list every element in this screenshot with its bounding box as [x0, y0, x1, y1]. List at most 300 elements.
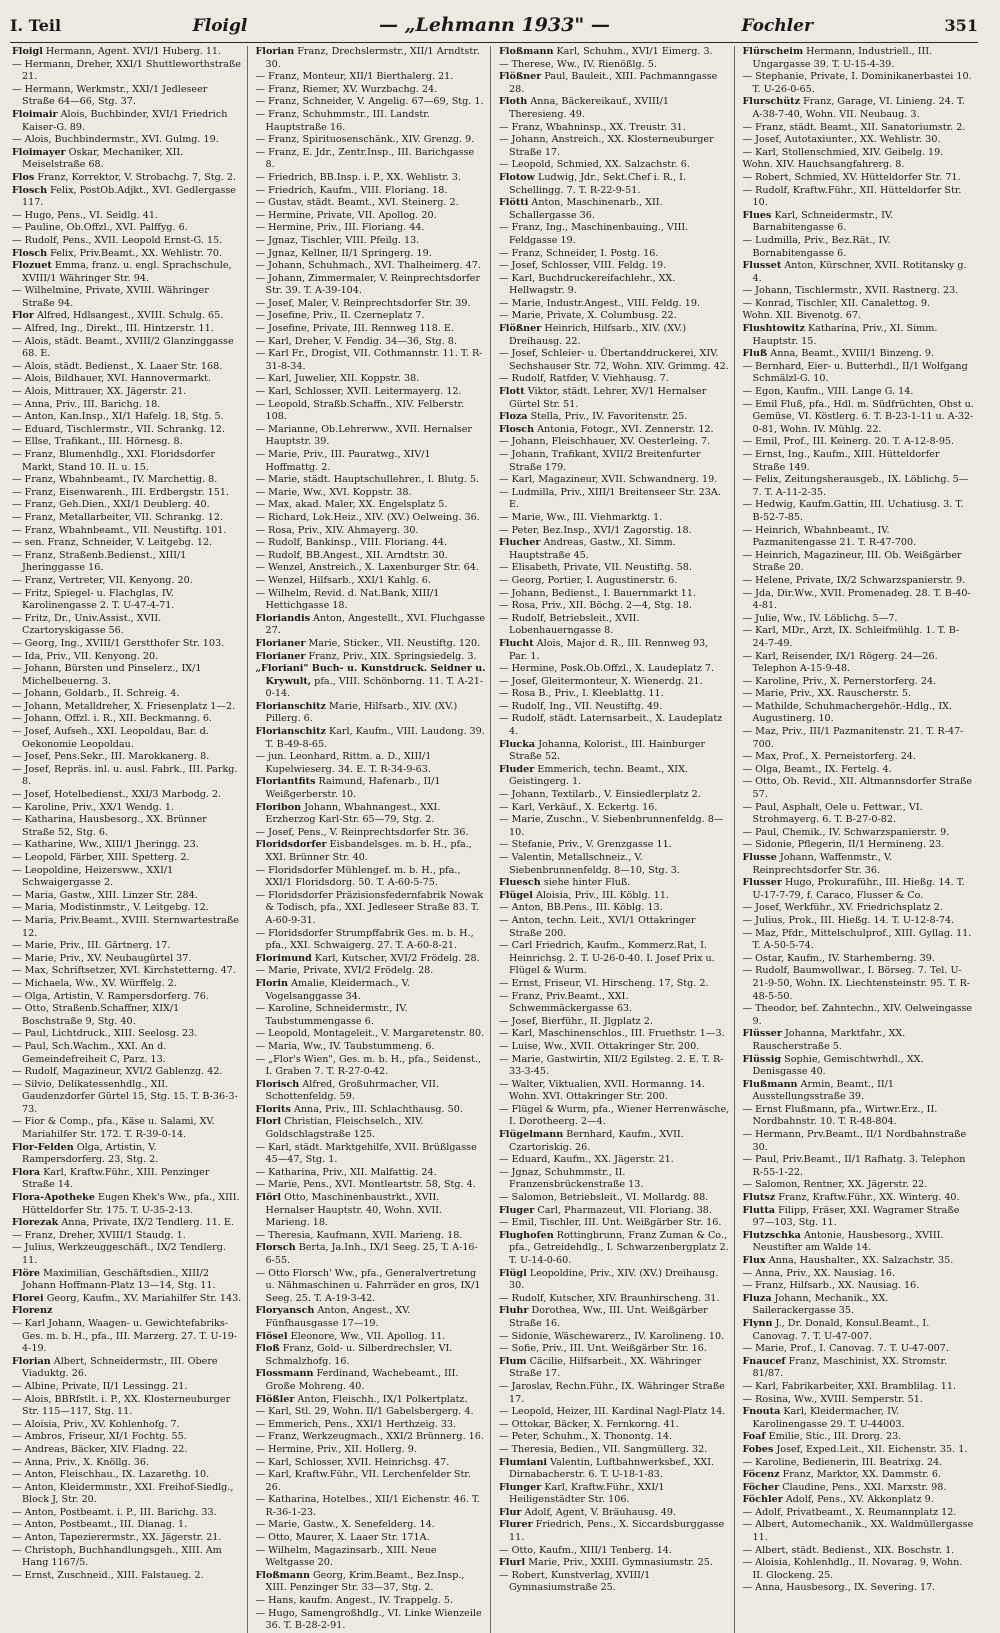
entry-text: siehe hinter Fluß.	[540, 877, 631, 889]
directory-entry	[499, 688, 730, 701]
entry-text: — Franz, Eisenwarenh., III. Erdbergstr. 151.	[12, 486, 230, 498]
entry-text: — Johann, Goldarb., II. Schreig. 4.	[12, 688, 180, 700]
entry-surname: Floridsdorfer	[255, 839, 327, 851]
entry-text: — Karl, Verkäuf., X. Eckertg. 16.	[499, 801, 658, 813]
entry-text: — Sofie, Priv., III. Unt. Weißgärber Str. 16.	[499, 1343, 707, 1355]
directory-entry	[12, 902, 243, 915]
directory-entry	[12, 1192, 243, 1217]
directory-entry	[499, 248, 730, 261]
directory-entry	[743, 928, 975, 953]
entry-text: — Franz, Schneider, I. Postg. 16.	[499, 247, 659, 259]
entry-text: Antonia, Fotogr., XVI. Zennerstr. 12.	[534, 423, 714, 435]
entry-text: — Alfred, Ing., Direkt., III. Hintzerstr. 11.	[12, 323, 214, 335]
entry-text: Johanna, Marktfahr., XX. Rauscherstraße 5.	[752, 1028, 906, 1052]
entry-text: — Rosa B., Priv., I. Kleeblattg. 11.	[499, 688, 664, 700]
directory-entry	[743, 159, 975, 172]
entry-text: — Anton, BB.Pens., III. Köblg. 13.	[499, 902, 663, 914]
directory-entry	[256, 1142, 487, 1167]
entry-text: — Franz, Ing., Maschinenbauing., VIII. Feldgasse 19.	[499, 222, 689, 246]
entry-text: Franz, Garage, VI. Linieng. 24. T. A-38-7-40, Wohn. VII. Neubaug. 3.	[752, 96, 965, 120]
entry-surname: Flügel	[499, 889, 533, 901]
directory-entry	[499, 449, 730, 474]
entry-text: Anton, Maschinenarb., XII. Schallergasse 36.	[509, 197, 663, 221]
directory-entry	[256, 109, 487, 134]
entry-text: — Friedrich, Kaufm., VIII. Floriang. 18.	[255, 184, 448, 196]
entry-text: — Jaroslav, Rechn.Führ., IX. Währinger Straße 17.	[499, 1380, 725, 1405]
entry-text: — Alois, Mittrauer, XX. Jägerstr. 21.	[12, 386, 187, 398]
entry-text: Karl, Kleidermacher, IV. Karolinengasse 29. T. U-44003.	[752, 1406, 905, 1430]
entry-text: Anton, Angestellt., XVI. Fluchgasse 27.	[265, 612, 486, 637]
directory-entry	[743, 688, 975, 701]
directory-entry	[12, 588, 243, 613]
directory-entry	[12, 323, 243, 336]
entry-text: — Marie, Private, XVI/2 Frödelg. 28.	[255, 965, 434, 977]
directory-entry	[256, 373, 487, 386]
entry-text: — Josef, Pens.Sekr., III. Marokkanerg. 8.	[12, 751, 210, 763]
entry-text: — Maria, Modistinmstr., V. Leitgebg. 12.	[12, 902, 209, 914]
entry-text: Marie, Hilfsarb., XIV. (XV.) Pillerg. 6.	[265, 700, 458, 725]
directory-entry	[12, 1482, 243, 1507]
entry-text: — Otto Florsch' Ww., pfa., Generalvertretung u. Nähmaschinen u. Fahrräder en gros, IX/1 Seeg. 25. T. A-19-3-42.	[255, 1267, 481, 1304]
entry-text: — Therese, Ww., IV. Rienößlg. 5.	[499, 58, 657, 70]
directory-entry	[743, 1293, 975, 1318]
directory-entry	[256, 512, 487, 525]
entry-surname: Florian	[12, 1355, 51, 1367]
directory-entry	[743, 361, 975, 386]
entry-text: — Anton, Tapezierermstr., XX. Jägerstr. 21.	[12, 1532, 222, 1544]
entry-text: — Walter, Viktualien, XVII. Hormanng. 14. Wohn. XVI. Ottakringer Str. 200.	[499, 1078, 705, 1103]
entry-text: — Johann, Bedienst., I. Bauernmarkt 11.	[499, 587, 696, 599]
entry-text: — Floridsdorfer Mühlengef. m. b. H., pfa., XXI/1 Floridsdorg. 50. T. A-60-5-75.	[255, 864, 461, 889]
directory-entry	[499, 1079, 730, 1104]
directory-entry	[256, 1519, 487, 1532]
directory-entry	[743, 1179, 975, 1192]
directory-entry	[12, 436, 243, 449]
directory-entry	[499, 613, 730, 638]
entry-surname: Floßmann	[499, 46, 554, 57]
directory-entry	[12, 1230, 243, 1243]
directory-entry	[499, 1154, 730, 1167]
directory-entry	[743, 751, 975, 764]
entry-surname: Flunger	[499, 1481, 542, 1493]
directory-entry	[499, 1205, 730, 1218]
entry-surname: Flosch	[499, 423, 535, 435]
entry-text: — Ernst, Friseur, VI. Hirscheng. 17, Stg. 2.	[499, 977, 709, 989]
entry-text: — Karl, Magazineur, XVII. Schwandnerg. 19.	[499, 474, 718, 486]
entry-text: — Hermann, Prv.Beamt., II/1 Nordbahnstraße 30.	[742, 1129, 967, 1153]
entry-text: — Ernst, Ing., Kaufm., XIII. Hütteldorfer Straße 149.	[742, 449, 940, 473]
entry-text: — Friedrich, BB.Insp. i. P., XX. Wehlistr. 3.	[255, 171, 462, 183]
entry-text: — Franz, Metallarbeiter, VII. Schrankg. 12.	[12, 511, 224, 523]
entry-text: — Wilhelm, Magazinsarb., XIII. Neue Weltgasse 20.	[255, 1544, 437, 1569]
entry-text: Franz, Drechslermstr., XII/1 Arndtstr. 30.	[265, 46, 480, 70]
entry-text: — Rudolf, Baumwollwar., I. Börseg. 7. Tel. U-21-9-50, Wohn. IX. Liechtensteinstr. 95. T. R-48-5-50.	[742, 965, 971, 1002]
directory-entry	[256, 96, 487, 109]
entry-text: — Josef, Aufseh., XXI. Leopoldau, Bar. d. Oekonomie Leopoldau.	[12, 726, 209, 750]
entry-text: — Albine, Private, II/1 Lessingg. 21.	[12, 1380, 188, 1392]
directory-entry	[499, 96, 730, 121]
entry-text: — Anton, Kleidermmstr., XXI. Freihof-Siedlg., Block J, Str. 20.	[12, 1481, 234, 1506]
directory-entry	[499, 1293, 730, 1306]
directory-entry	[499, 600, 730, 613]
entry-text: — Karl, Juwelier, XII. Koppstr. 38.	[255, 373, 420, 385]
entry-text: — Silvio, Delikatessenhdlg., XII. Gaudenzdorfer Gürtel 15, Stg. 15. T. B-36-3-73.	[12, 1078, 238, 1115]
directory-entry	[499, 1356, 730, 1381]
directory-entry	[256, 147, 487, 172]
directory-entry	[12, 701, 243, 714]
entry-text: — Josef, Werkführ., XV. Friedrichsplatz 2.	[742, 902, 943, 914]
entry-surname: Flux	[742, 1255, 766, 1266]
entry-text: — Karl, Stollenschmied, XIV. Geibelg. 19.	[742, 146, 944, 158]
entry-text: — Johann, Tischlermstr., XVII. Rastnerg. 23.	[742, 285, 959, 297]
directory-entry	[256, 235, 487, 248]
directory-entry	[256, 1054, 487, 1079]
directory-entry	[12, 185, 243, 210]
directory-entry	[256, 1230, 487, 1243]
directory-entry	[256, 449, 487, 474]
directory-entry	[499, 71, 730, 96]
directory-entry	[499, 46, 730, 59]
directory-entry	[12, 1142, 243, 1167]
entry-text: — Josef, Pens., V. Reinprechtsdorfer Str. 36.	[255, 826, 469, 838]
entry-surname: Flurl	[499, 1557, 526, 1569]
entry-text: Eleonore, Ww., VII. Apollog. 11.	[287, 1330, 446, 1342]
entry-text: — Ida, Priv., VII. Kenyong. 20.	[12, 650, 159, 662]
entry-surname: Floß	[255, 1343, 280, 1355]
directory-entry	[499, 1570, 730, 1595]
entry-surname: Flörl	[255, 1192, 282, 1204]
entry-text: — Karl, Schlosser, XVII. Heinrichsg. 47.	[255, 1456, 450, 1468]
entry-text: Johann, Waffenmstr., V. Reinprechtsdorfer Str. 36.	[752, 852, 893, 876]
directory-entry	[499, 1268, 730, 1293]
entry-surname: Flürscheim	[742, 46, 804, 57]
entry-text: — Anton, Postbeamt. i. P., III. Barichg. 33.	[12, 1506, 217, 1518]
entry-text: — Josef, Gleitermonteur, X. Wienerdg. 21.	[499, 675, 703, 687]
directory-entry	[743, 802, 975, 827]
entry-surname: Florei	[12, 1292, 44, 1304]
entry-text: — Anna, Hausbesorg., IX. Severing. 17.	[742, 1582, 936, 1594]
directory-entry	[499, 260, 730, 273]
directory-entry	[12, 814, 243, 839]
entry-surname: Florezak	[12, 1217, 59, 1229]
entry-text: — Karl, Stl. 29, Wohn. II/1 Gabelsbergerg. 4.	[255, 1406, 474, 1418]
entry-text: Heinrich, Hilfsarb., XIV. (XV.) Dreihausg. 22.	[509, 323, 687, 347]
entry-surname: Floryansch	[255, 1305, 315, 1317]
directory-entry	[499, 1482, 730, 1507]
entry-text: Wohn. XII. Bivenotg. 67.	[742, 310, 861, 322]
directory-entry	[12, 537, 243, 550]
entry-text: — Franz, Vertreter, VII. Kenyong. 20.	[12, 574, 193, 586]
directory-entry	[743, 323, 975, 348]
entry-text: — Ernst Flußmann, pfa., Wirtwr.Erz., II. Nordbahnstr. 10. T. R-48-804.	[742, 1103, 938, 1128]
entry-text: — Helene, Private, IX/2 Schwarzspanierstr. 9.	[742, 574, 966, 586]
directory-entry	[256, 965, 487, 978]
entry-surname: Floribon	[255, 801, 302, 813]
entry-surname: Flossmann	[255, 1368, 314, 1380]
entry-text: — Felix, Zeitungsherausgeb., IX. Löblichg. 5—7. T. A-11-2-35.	[742, 474, 969, 498]
directory-entry	[743, 776, 975, 801]
directory-entry	[743, 134, 975, 147]
entry-text: — Olga, Artistin, V. Rampersdorferg. 76.	[12, 990, 209, 1002]
directory-entry	[12, 399, 243, 412]
entry-text: — Otto, Maurer, X. Laaer Str. 171A.	[255, 1532, 430, 1544]
directory-entry	[12, 336, 243, 361]
directory-entry	[256, 1192, 487, 1230]
directory-entry	[12, 764, 243, 789]
directory-entry	[256, 134, 487, 147]
entry-surname: Florl	[255, 1116, 282, 1128]
directory-entry	[256, 1079, 487, 1104]
entry-text: — Fior & Comp., pfa., Käse u. Salami, XV. Mariahilfer Str. 172. T. R-39-0-14.	[12, 1116, 215, 1141]
entry-text: Emilie, Stic., III. Drorg. 23.	[765, 1431, 902, 1443]
entry-text: — Maria, Gastw., XIII. Linzer Str. 284.	[12, 889, 198, 901]
entry-text: Friedrich, Pens., X. Siccardsburggasse 11.	[509, 1519, 725, 1544]
directory-entry	[12, 915, 243, 940]
entry-surname: Florianer	[255, 637, 306, 649]
directory-entry	[256, 1104, 487, 1117]
entry-surname: Föcenz	[742, 1469, 780, 1481]
entry-surname: Flosch	[12, 184, 48, 196]
entry-text: — Josefine, Private, III. Rennweg 118. E.	[255, 323, 454, 335]
entry-text: — Katharina, Priv., XII. Malfattig. 24.	[255, 1166, 437, 1178]
entry-text: — Marie, Priv., XX. Rauscherstr. 5.	[742, 688, 912, 700]
directory-entry	[12, 865, 243, 890]
directory-entry	[743, 348, 975, 361]
entry-text: Bernhard, Kaufm., XVII. Czartoriskig. 26.	[509, 1129, 684, 1153]
directory-entry	[12, 1217, 243, 1230]
entry-text: Claudine, Pens., XXI. Marxstr. 98.	[779, 1481, 947, 1493]
entry-text: — Hermann, Werkmstr., XXI/1 Jedleseer Straße 64—66, Stg. 37.	[12, 83, 208, 108]
entry-text: Eisbandelsges. m. b. H., pfa., XXI. Brünner Str. 40.	[265, 839, 472, 863]
entry-text: — Olga, Beamt., IX. Fertelg. 4.	[742, 763, 892, 775]
directory-entry	[743, 1545, 975, 1558]
entry-text: — Max, akad. Maler, XX. Engelsplatz 5.	[255, 499, 448, 511]
directory-entry	[256, 424, 487, 449]
entry-text: — Johann, Offzl. i. R., XII. Beckmanng. 6.	[12, 713, 213, 725]
directory-entry	[743, 260, 975, 285]
entry-text: — Fritz, Dr., Univ.Assist., XVII. Czartoryskigasse 56.	[12, 612, 162, 637]
entry-text: Karl, Kutscher, XVI/2 Frödelg. 28.	[311, 952, 480, 964]
entry-text: — Carl Friedrich, Kaufm., Kommerz.Rat, I. Heinrichsg. 2. T. U-26-0-40. I. Josef Prix u. Flügel & Wurm.	[499, 940, 715, 977]
entry-surname: Flötti	[499, 197, 529, 209]
entry-text: — Hermine, Private, VII. Apollog. 20.	[255, 209, 437, 221]
entry-surname: Flurschütz	[742, 96, 801, 108]
directory-entry	[499, 1104, 730, 1129]
directory-entry	[256, 386, 487, 399]
entry-text: Anna, Private, IX/2 Tendlerg. 11. E.	[58, 1217, 234, 1229]
directory-entry	[499, 1016, 730, 1029]
directory-entry	[743, 185, 975, 210]
entry-text: J., Dr. Donald, Konsul.Beamt., I. Canovag. 7. T. U-47-007.	[752, 1317, 930, 1342]
entry-text: — Jda, Dir.Ww., XVII. Promenadeg. 28. T. B-40-4-81.	[742, 587, 971, 612]
directory-entry	[256, 726, 487, 751]
directory-entry	[256, 197, 487, 210]
directory-entry	[499, 588, 730, 601]
directory-entry	[256, 651, 487, 664]
entry-text: Alois, Buchbinder, XVI/1 Friedrich Kaiser-G. 89.	[22, 108, 228, 133]
entry-text: Andreas, Gastw., XI. Simm. Hauptstraße 45.	[509, 537, 676, 561]
entry-text: Aloisia, Priv., III. Köblg. 11.	[532, 889, 669, 901]
directory-entry	[743, 1255, 975, 1268]
entry-surname: Flutsz	[742, 1192, 776, 1204]
directory-entry	[12, 386, 243, 399]
entry-text: — jun. Leonhard, Rittm. a. D., XIII/1 Kupelwieserg. 34. E. T. R-34-9-63.	[255, 751, 432, 775]
directory-entry	[12, 991, 243, 1004]
entry-text: — Stefanie, Priv., V. Grenzgasse 11.	[499, 839, 672, 851]
directory-entry	[743, 839, 975, 852]
entry-text: — Anna, Priv., XX. Nausiag. 16.	[742, 1267, 896, 1279]
directory-entry	[743, 386, 975, 399]
entry-text: — Karoline, Priv., X. Pernerstorferg. 24.	[742, 675, 937, 687]
entry-text: Hugo, Prokuraführ., III. Hießg. 14. T. U-17-7-79, f. Caraco, Flusser & Co.	[752, 877, 965, 901]
entry-surname: Foaf	[742, 1431, 766, 1443]
entry-surname: Flößner	[499, 323, 542, 335]
entry-text: — Rudolf, städt. Laternsarbeit., X. Laudeplatz 4.	[499, 713, 723, 738]
directory-entry	[743, 1406, 975, 1431]
entry-text: Karl, Kaufm., VIII. Laudong. 39. T. B-49-8-65.	[265, 726, 485, 750]
entry-surname: Flößler	[255, 1393, 295, 1405]
directory-entry	[743, 1343, 975, 1356]
directory-entry	[499, 1028, 730, 1041]
directory-entry	[12, 474, 243, 487]
directory-entry	[499, 525, 730, 538]
directory-entry	[499, 436, 730, 449]
directory-entry	[256, 1608, 487, 1633]
directory-entry	[499, 789, 730, 802]
directory-entry	[256, 839, 487, 864]
directory-entry	[12, 487, 243, 500]
directory-entry	[12, 802, 243, 815]
directory-entry	[499, 638, 730, 663]
directory-entry	[499, 890, 730, 903]
entry-surname: Flur	[499, 1506, 522, 1518]
directory-columns	[10, 46, 978, 1632]
entry-text: — Peter, Bez.Insp., XVI/1 Zagorstig. 18.	[499, 524, 692, 536]
directory-entry	[499, 1230, 730, 1268]
page-number: 351	[944, 16, 978, 35]
entry-text: Berta, Ja.Inh., IX/1 Seeg. 25, T. A-16-6-55.	[265, 1242, 478, 1266]
entry-surname: Flusse	[742, 852, 777, 863]
entry-text: Valentin, Luftbahnwerksbef., XXI. Dirnabacherstr. 6. T. U-18-1-83.	[509, 1456, 715, 1481]
directory-entry	[743, 676, 975, 689]
directory-entry	[743, 852, 975, 877]
entry-surname: Florisch	[255, 1078, 300, 1090]
entry-text: Armin, Beamt., II/1 Ausstellungsstraße 39.	[752, 1078, 895, 1103]
entry-text: — Anton, Kan.Insp., XI/1 Hafelg. 18, Stg. 5.	[12, 411, 224, 423]
entry-text: — Salomon, Rentner, XX. Jägerstr. 22.	[742, 1179, 928, 1191]
entry-text: — Otto, Ob. Revid., XII. Altmannsdorfer Straße 57.	[742, 776, 973, 801]
entry-text: Georg, Kaufm., XV. Mariahilfer Str. 143.	[43, 1292, 242, 1304]
entry-surname: Flughofen	[499, 1229, 554, 1241]
directory-entry	[256, 663, 487, 701]
entry-surname: Fnaucef	[742, 1355, 786, 1367]
column-2	[254, 46, 492, 1633]
directory-entry	[743, 726, 975, 751]
directory-entry	[256, 1545, 487, 1570]
directory-entry	[499, 1217, 730, 1230]
entry-surname: Flott	[499, 386, 525, 398]
directory-entry	[743, 474, 975, 499]
entry-surname: Flucht	[499, 637, 534, 649]
entry-surname: Florianer	[255, 650, 306, 662]
entry-text: Franz, Gold- u. Silberdrechsler, VI. Schmalzhofg. 16.	[265, 1343, 453, 1367]
directory-entry	[12, 1041, 243, 1066]
entry-text: — Ottokar, Bäcker, X. Fernkorng. 41.	[499, 1418, 679, 1430]
entry-text: — Franz, Spirituosenschänk., XIV. Grenzg. 9.	[255, 134, 475, 146]
entry-text: — Richard, Lok.Heiz., XIV. (XV.) Oelweing. 36.	[255, 511, 480, 523]
entry-text: — Josef, Bierführ., II. Jlgplatz 2.	[499, 1015, 653, 1027]
section-label: I. Teil	[10, 16, 62, 35]
directory-entry	[12, 1519, 243, 1532]
directory-entry	[499, 323, 730, 348]
entry-text: — Marianne, Ob.Lehrerww., XVII. Hernalser Hauptstr. 39.	[255, 423, 472, 448]
entry-text: — Wilhelmine, Private, XVIII. Währinger Straße 94.	[12, 285, 209, 309]
directory-entry	[256, 701, 487, 726]
entry-text: Franz, Korrektor, V. Strobachg. 7, Stg. 2.	[34, 171, 237, 183]
directory-entry	[743, 96, 975, 121]
directory-entry	[499, 663, 730, 676]
directory-entry	[12, 789, 243, 802]
directory-entry	[256, 487, 487, 500]
directory-entry	[12, 1507, 243, 1520]
entry-text: — Jgnaz, Tischler, VIII. Pfeilg. 13.	[255, 234, 420, 246]
directory-entry	[256, 588, 487, 613]
entry-text: — Marie, Ww., III. Viehmarktg. 1.	[499, 511, 663, 523]
directory-entry	[12, 248, 243, 261]
entry-text: — Rudolf, Ing., VII. Neustiftg. 49.	[499, 700, 663, 712]
entry-text: — Heinrich, Magazineur, III. Ob. Weißgärber Straße 20.	[742, 549, 962, 574]
directory-entry	[743, 71, 975, 96]
entry-text: Franz, Marktor, XX. Dammstr. 6.	[779, 1469, 942, 1481]
entry-text: — Franz, Priv.Beamt., XXI. Schwemmäckergasse 63.	[499, 990, 633, 1015]
entry-surname: Fluesch	[499, 877, 541, 889]
entry-text: Antonie, Hausbesorg., XVIII. Neustifter am Walde 14.	[752, 1229, 944, 1254]
directory-entry	[499, 940, 730, 978]
entry-text: — Valentin, Metallschneiz., V. Siebenbrunnenfeldg. 8—10, Stg. 3.	[499, 852, 680, 876]
directory-entry	[256, 613, 487, 638]
directory-entry	[256, 537, 487, 550]
directory-entry	[499, 1331, 730, 1344]
directory-entry	[12, 525, 243, 538]
entry-text: — Franz, Dreher, XVIII/1 Staudg. 1.	[12, 1229, 186, 1241]
directory-entry	[743, 1104, 975, 1129]
directory-entry	[256, 71, 487, 84]
directory-entry	[256, 260, 487, 273]
entry-text: — Robert, Kunstverlag, XVIII/1 Gymnasiumstraße 25.	[499, 1569, 651, 1594]
entry-text: — Jgnaz, Schuhmmstr., II. Franzensbrückenstraße 13.	[499, 1166, 644, 1191]
directory-entry	[12, 1469, 243, 1482]
directory-entry	[743, 575, 975, 588]
entry-text: Adolf, Agent, V. Bräuhausg. 49.	[521, 1506, 677, 1518]
directory-entry	[743, 1482, 975, 1495]
directory-entry	[499, 134, 730, 159]
directory-entry	[12, 512, 243, 525]
entry-text: — Franz, Schuhmmstr., III. Landstr. Hauptstraße 16.	[255, 108, 430, 133]
directory-entry	[499, 298, 730, 311]
directory-entry	[743, 147, 975, 160]
directory-entry	[743, 1381, 975, 1394]
directory-entry	[12, 84, 243, 109]
directory-entry	[256, 1494, 487, 1519]
entry-text: — Johann, Fleischhauer, XV. Oesterleing. 7.	[499, 436, 711, 448]
entry-text: — Alois, städt. Beamt., XVIII/2 Glanzinggasse 68. E.	[12, 335, 234, 360]
directory-entry	[499, 487, 730, 512]
directory-entry	[743, 298, 975, 311]
directory-entry	[499, 978, 730, 991]
directory-entry	[12, 1268, 243, 1293]
directory-entry	[743, 525, 975, 550]
directory-entry	[12, 1545, 243, 1570]
